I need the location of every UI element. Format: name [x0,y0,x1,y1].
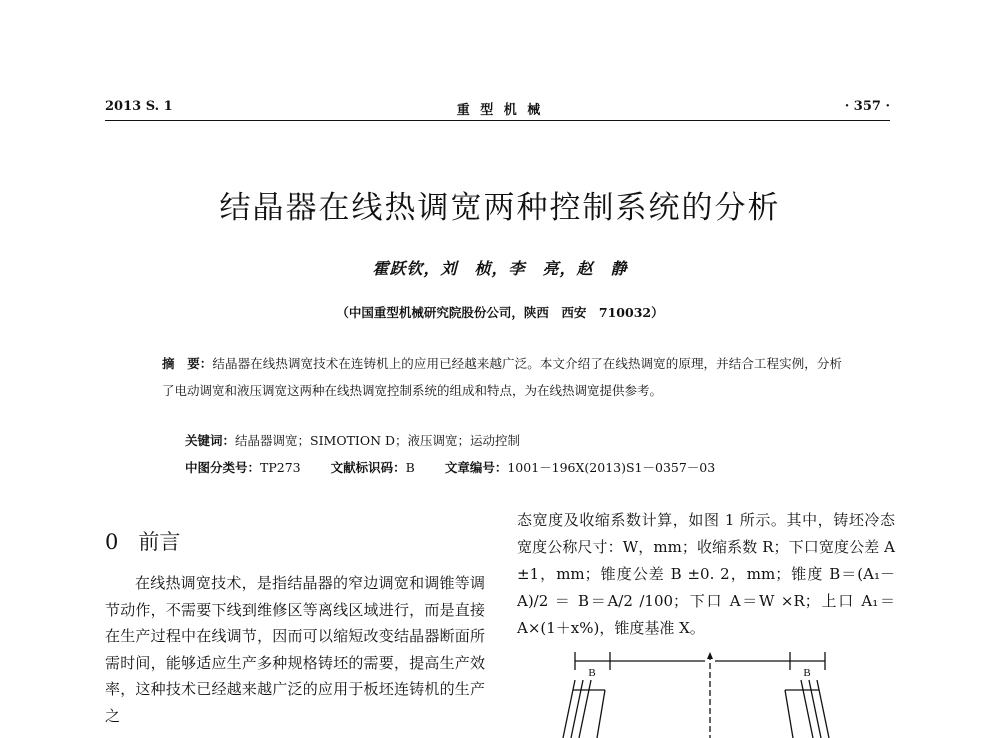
section-title: 前言 [138,530,181,554]
classification-line [185,458,715,476]
mold-left-inner [597,690,605,738]
paper-title: 结晶器在线热调宽两种控制系统的分析 [219,190,781,226]
header-rule [105,120,890,121]
running-header-left: 2013 S. 1 [105,99,173,114]
right-column-body [517,507,895,642]
keywords [185,431,520,449]
mold-right-inner [785,690,793,738]
article-no-value: 1001－196X(2013)S1－0357－03 [507,460,716,475]
abstract [162,350,842,404]
authors: 霍跃钦，刘 桢，李 亮，赵 静 [372,259,628,278]
keywords-label: 关键词： [185,433,236,448]
doc-code-value: B [405,460,415,475]
running-header-journal: 重 型 机 械 [456,103,544,118]
figure-1-mold-diagram [545,648,845,738]
figure-label-b-right: B [803,667,811,679]
centerline-arrow-icon [707,652,713,659]
keywords-text: 结晶器调宽；SIMOTION D；液压调宽；运动控制 [235,433,521,448]
page-number: · 357 · [844,99,890,114]
section-heading [105,526,180,556]
article-no-label: 文章编号： [444,460,508,475]
left-paragraph: 在线热调宽技术，是指结晶器的窄边调宽和调锥等调节动作，不需要下线到维修区等离线区域进行，而是直接在生产过程中在线调节，因而可以缩短改变结晶器断面所需时间，能够适应生产多种规格铸坯的需要，提高生产效率，这种技术已经越来越广泛的应用于板坯连铸机的生产之 [105,574,485,725]
right-paragraph: 态宽度及收缩系数计算，如图 1 所示。其中，铸坯冷态宽度公称尺寸：W，mm；收缩系数 R；下口宽度公差 A ±1，mm；锥度公差 B ±0. 2，mm；锥度 B＝(A₁－A)/2 ＝ B＝A/2 /100；下口 A＝W ×R；上口 A₁＝A×(1＋x%)，锥度基准 X。 [517,511,895,637]
abstract-label: 摘 要： [162,356,213,371]
doc-code-label: 文献标识码： [330,460,406,475]
affiliation: （中国重型机械研究院股份公司，陕西 西安 710032） [336,305,664,320]
clc-value: TP273 [260,460,301,475]
clc-label: 中图分类号： [185,460,261,475]
abstract-text: 结晶器在线热调宽技术在连铸机上的应用已经越来越广泛。本文介绍了在线热调宽的原理，并结合工程实例，分析了电动调宽和液压调宽这两种在线热调宽控制系统的组成和特点，为在线热调宽提供参考。 [162,356,842,398]
section-number: 0 [105,530,119,554]
figure-label-b-left: B [588,667,596,679]
left-column-body [105,570,485,729]
